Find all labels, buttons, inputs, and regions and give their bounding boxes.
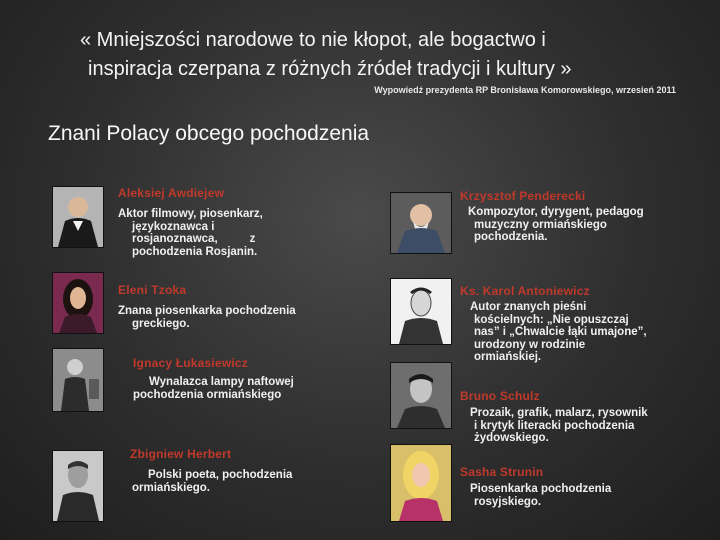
person-description xyxy=(460,301,700,364)
desc-line: i krytyk literacki pochodzenia xyxy=(474,419,635,432)
desc-line: Piosenkarka pochodzenia xyxy=(470,483,612,495)
person-penderecki xyxy=(460,189,700,244)
desc-line: Wynalazca lampy naftowej xyxy=(149,376,294,388)
quote-line-2: inspiracja czerpana z różnych źródeł tradycji i kultury » xyxy=(88,58,572,80)
photo-tzoka xyxy=(52,272,104,334)
person-schulz xyxy=(460,389,710,445)
desc-line: kościelnych: „Nie opuszczaj xyxy=(474,313,629,326)
quote-source: Wypowiedź prezydenta RP Bronisława Komorowskiego, wrzesień 2011 xyxy=(374,85,676,95)
person-description xyxy=(460,407,710,445)
person-awdiejew xyxy=(118,186,318,258)
person-name: Bruno Schulz xyxy=(460,389,540,403)
quote-line-1: « Mniejszości narodowe to nie kłopot, ale bogactwo i xyxy=(80,29,546,51)
desc-line: ormiańskiej. xyxy=(474,351,542,363)
desc-line: Autor znanych pieśni xyxy=(470,301,587,313)
desc-line: żydowskiego. xyxy=(474,432,549,444)
desc-line: Polski poeta, pochodzenia xyxy=(148,469,293,481)
photo-herbert xyxy=(52,450,104,522)
desc-line: ormiańskiego. xyxy=(132,481,210,494)
person-name: Eleni Tzoka xyxy=(118,283,187,297)
person-description xyxy=(460,483,700,508)
person-description xyxy=(118,305,358,330)
person-lukasiewicz xyxy=(133,356,343,401)
person-description xyxy=(130,469,340,494)
person-name: Zbigniew Herbert xyxy=(130,447,232,461)
desc-line: pochodzenia. xyxy=(474,231,548,243)
person-tzoka xyxy=(118,283,358,330)
desc-line: nas” i „Chwalcie łąki umajone”, xyxy=(474,326,647,338)
person-herbert xyxy=(130,447,340,494)
section-heading: Znani Polacy obcego pochodzenia xyxy=(48,122,370,145)
photo-antoniewicz xyxy=(390,278,452,345)
desc-line: rosjanoznawca, z xyxy=(132,233,256,245)
desc-line: urodzony w rodzinie xyxy=(474,338,586,351)
photo-penderecki xyxy=(390,192,452,254)
desc-line: greckiego. xyxy=(132,317,190,330)
photo-schulz xyxy=(390,362,452,429)
desc-line: muzyczny ormiańskiego xyxy=(474,218,607,231)
person-description xyxy=(133,376,343,401)
person-description xyxy=(118,208,318,258)
desc-line: Prozaik, grafik, malarz, rysownik xyxy=(470,407,648,419)
desc-line: pochodzenia Rosjanin. xyxy=(132,245,258,258)
desc-line: językoznawca i xyxy=(132,220,215,233)
person-description xyxy=(460,206,700,244)
photo-strunin xyxy=(390,444,452,522)
person-strunin xyxy=(460,465,700,508)
photo-awdiejew xyxy=(52,186,104,248)
person-name: Aleksiej Awdiejew xyxy=(118,186,225,200)
person-name: Sasha Strunin xyxy=(460,465,544,479)
person-name: Krzysztof Penderecki xyxy=(460,189,586,203)
person-antoniewicz xyxy=(460,284,700,364)
desc-line: Kompozytor, dyrygent, pedagog xyxy=(468,206,644,218)
person-name: Ks. Karol Antoniewicz xyxy=(460,284,590,298)
person-name: Ignacy Łukasiewicz xyxy=(133,356,248,370)
desc-line: rosyjskiego. xyxy=(474,495,542,508)
desc-line: Aktor filmowy, piosenkarz, xyxy=(118,208,263,220)
photo-lukasiewicz xyxy=(52,348,104,412)
desc-line: pochodzenia ormiańskiego xyxy=(133,388,282,401)
quote xyxy=(80,26,690,84)
desc-line: Znana piosenkarka pochodzenia xyxy=(118,305,296,317)
